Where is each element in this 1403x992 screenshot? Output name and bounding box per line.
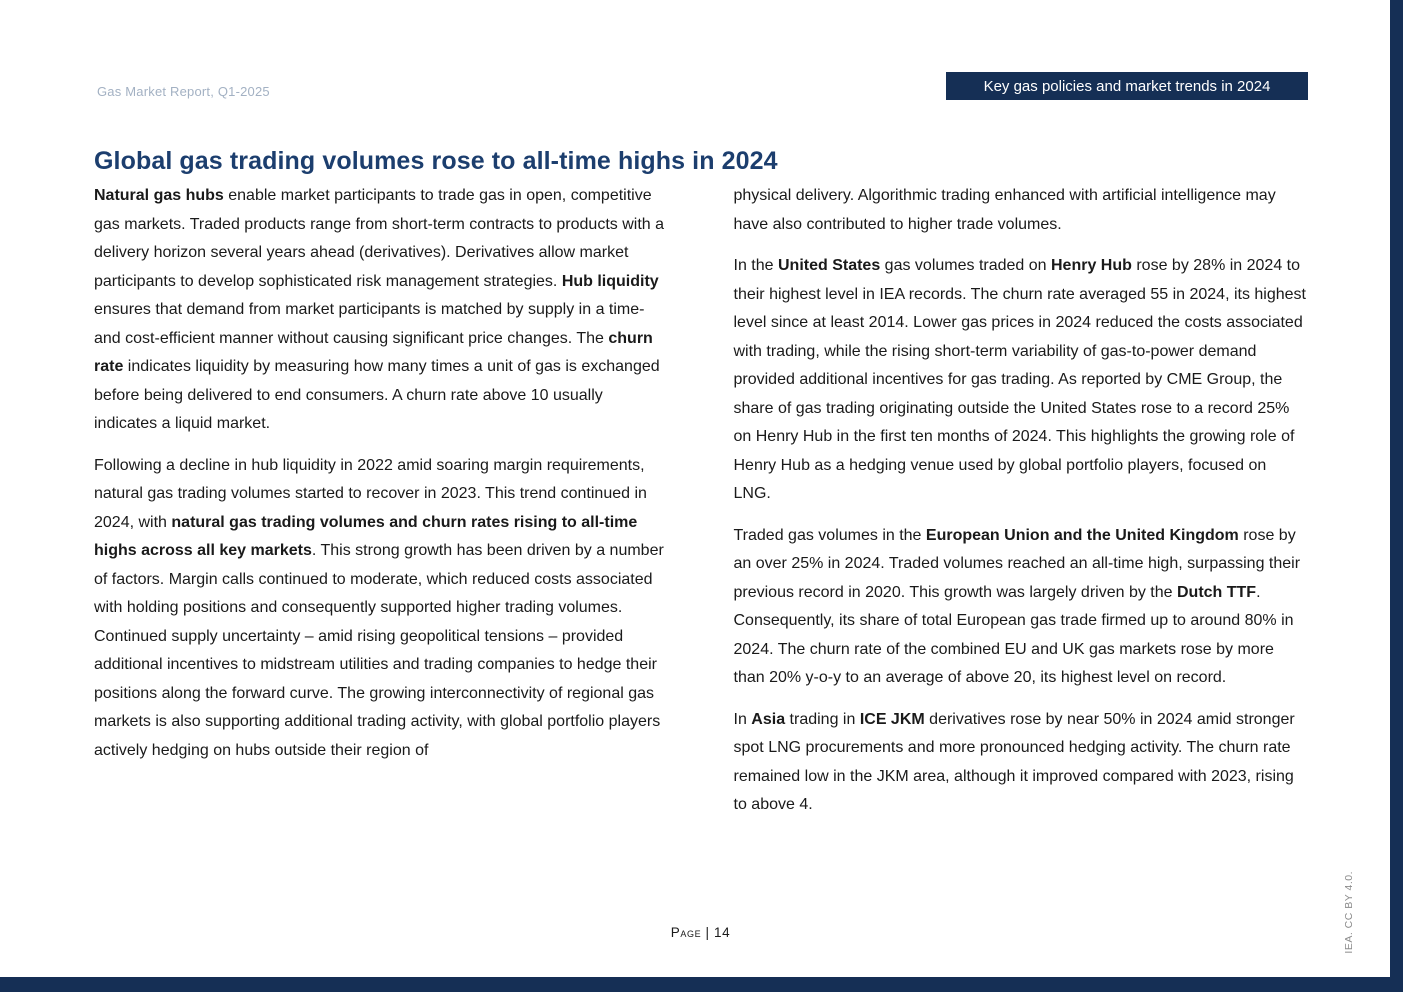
paragraph: Natural gas hubs enable market participants to trade gas in open, competitive gas markets. Traded products range from short-term contracts to products with a delivery horizon several years ahead (derivatives). Derivatives allow market participants to develop sophisticated risk management strategies. Hub liquidity ensures that demand from market participants is matched by supply in a time- and cost-efficient manner without causing significant price changes. The churn rate indicates liquidity by measuring how many times a unit of gas is exchanged before being delivered to end consumers. A churn rate above 10 usually indicates a liquid market.	[94, 187, 665, 432]
page-number-footer: Page | 14	[670, 925, 731, 940]
paragraph: Following a decline in hub liquidity in 2022 amid soaring margin requirements, natural gas trading volumes started to recover in 2023. This trend continued in 2024, with natural gas trading volumes and churn rates rising to all-time highs across all key markets. This strong growth has been driven by a number of factors. Margin calls continued to moderate, which reduced costs associated with holding positions and consequently supported higher trading volumes. Continued supply uncertainty – amid rising geopolitical tensions – provided additional incentives to midstream utilities and trading companies to hedge their positions along the forward curve. The growing interconnectivity of regional gas markets is also supporting additional trading activity, with global portfolio players actively hedging on hubs outside their region of	[94, 456, 664, 759]
right-column	[734, 182, 1308, 833]
right-border-bar	[1390, 0, 1403, 992]
bottom-border-bar	[0, 977, 1403, 992]
report-title-label: Gas Market Report, Q1-2025	[97, 84, 270, 99]
section-banner-label: Key gas policies and market trends in 2024	[983, 77, 1271, 95]
page-title: Global gas trading volumes rose to all-time highs in 2024	[94, 146, 778, 175]
paragraph: Traded gas volumes in the European Union and the United Kingdom rose by an over 25% in 2024. Traded volumes reached an all-time high, surpassing their previous record in 2020. This growth was largely driven by the Dutch TTF. Consequently, its share of total European gas trade firmed up to around 80% in 2024. The churn rate of the combined EU and UK gas markets rose by more than 20% y-o-y to an average of above 20, its highest level on record.	[733, 526, 1301, 686]
left-column	[94, 182, 668, 833]
body-columns	[94, 182, 1307, 833]
copyright-vertical-text: IEA. CC BY 4.0.	[1343, 871, 1355, 954]
paragraph: physical delivery. Algorithmic trading enhanced with artificial intelligence may have also contributed to higher trade volumes.	[733, 187, 1276, 233]
section-banner	[946, 72, 1308, 100]
paragraph: In the United States gas volumes traded on Henry Hub rose by 28% in 2024 to their highest level in IEA records. The churn rate averaged 55 in 2024, its highest level since at least 2014. Lower gas prices in 2024 reduced the costs associated with trading, while the rising short-term variability of gas-to-power demand provided additional incentives for gas trading. As reported by CME Group, the share of gas trading originating outside the United States rose to a record 25% on Henry Hub in the first ten months of 2024. This highlights the growing role of Henry Hub as a hedging venue used by global portfolio players, focused on LNG.	[733, 257, 1306, 502]
paragraph: In Asia trading in ICE JKM derivatives rose by near 50% in 2024 amid stronger spot LNG procurements and more pronounced hedging activity. The churn rate remained low in the JKM area, although it improved compared with 2023, rising to above 4.	[733, 710, 1295, 813]
